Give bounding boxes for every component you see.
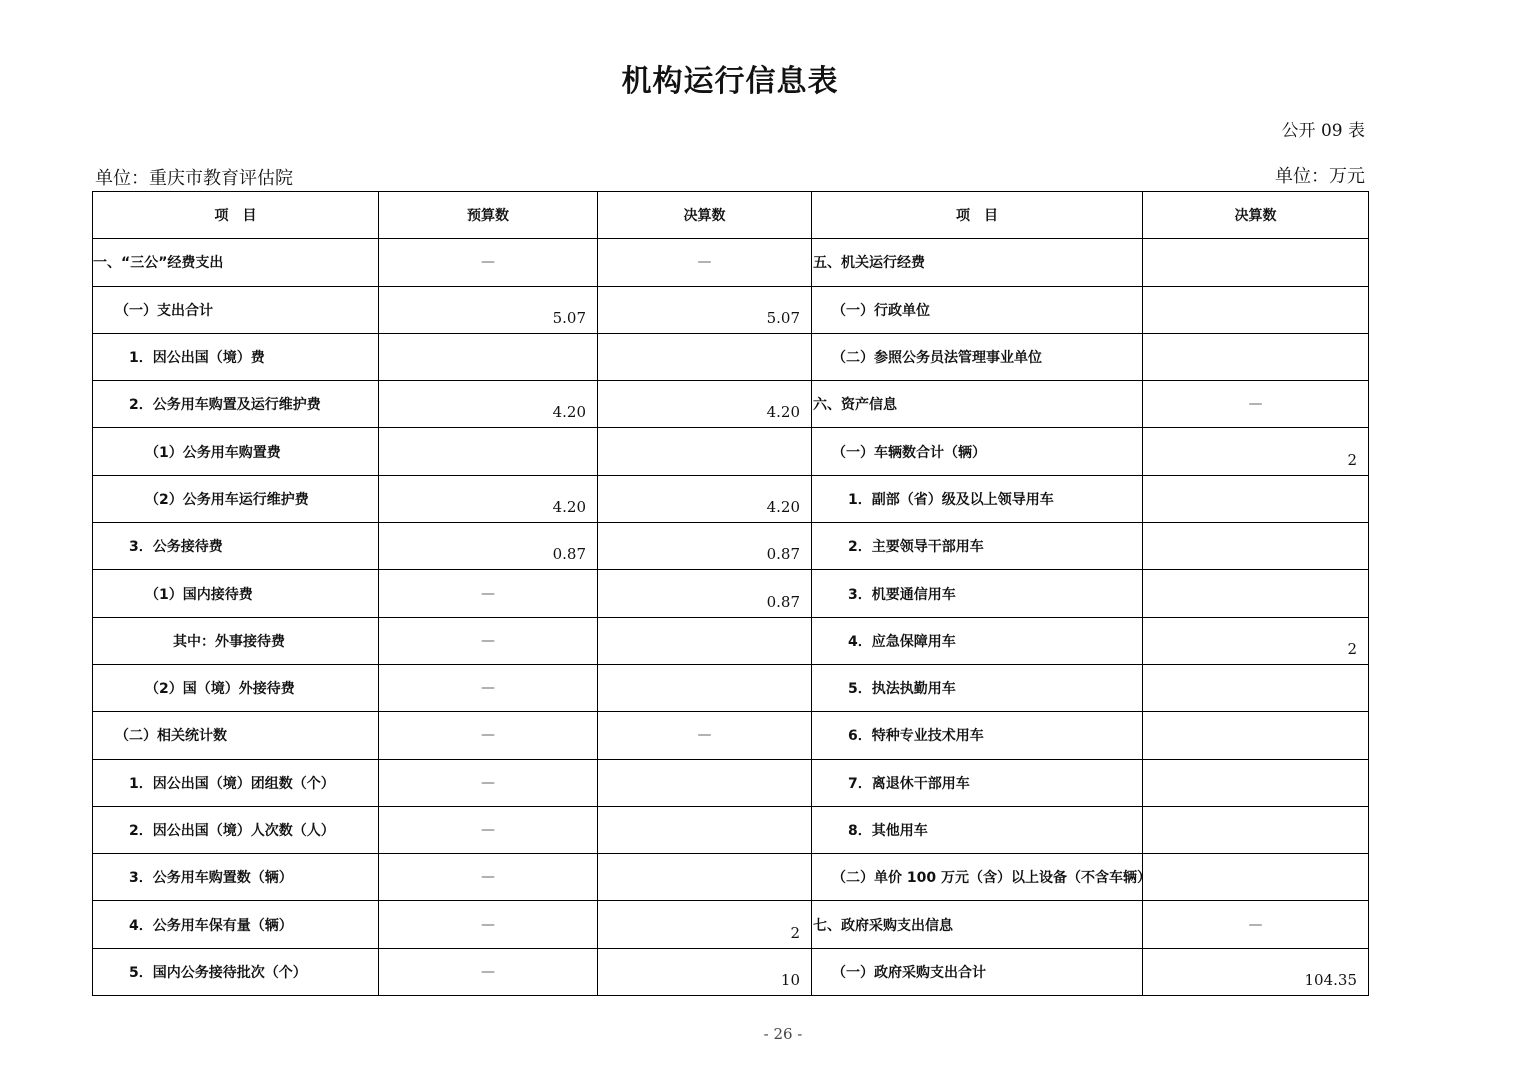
item-label: （一）政府采购支出合计 (832, 964, 986, 981)
item-label: （1）公务用车购置费 (145, 444, 281, 461)
item-label: 3．公务用车购置数（辆） (129, 870, 293, 887)
right-final-cell (1143, 854, 1369, 901)
header-final-left: 决算数 (598, 192, 812, 239)
amount-value: 4.20 (766, 403, 800, 422)
table-row (93, 523, 1369, 570)
budget-cell (379, 475, 598, 522)
operations-info-table (92, 191, 1369, 996)
left-item-cell (93, 428, 379, 475)
item-label: （一）支出合计 (115, 302, 213, 319)
currency-unit: 单位：万元 (1275, 166, 1365, 187)
amount-value: 0.87 (766, 545, 800, 564)
budget-cell (379, 664, 598, 711)
right-item-cell (812, 664, 1143, 711)
item-label: （二）参照公务员法管理事业单位 (832, 350, 1042, 367)
item-label: 五、机关运行经费 (813, 255, 925, 272)
right-item-cell (812, 759, 1143, 806)
page-number: - 26 - (763, 1025, 803, 1043)
final-cell (598, 948, 812, 995)
right-final-cell (1143, 570, 1369, 617)
item-label: （一）行政单位 (832, 302, 930, 319)
table-row (93, 286, 1369, 333)
right-item-cell (812, 901, 1143, 948)
dash-mark: — (481, 727, 495, 744)
right-final-cell (1143, 381, 1369, 428)
item-label: 2．因公出国（境）人次数（人） (129, 823, 335, 839)
budget-cell (379, 286, 598, 333)
final-cell (598, 854, 812, 901)
item-label: 4．应急保障用车 (848, 633, 956, 650)
amount-value: 104.35 (1304, 971, 1357, 990)
budget-cell (379, 523, 598, 570)
item-label: （二）单价 100 万元（含）以上设备（不含车辆） (832, 870, 1151, 887)
final-cell (598, 664, 812, 711)
item-label: 6．特种专业技术用车 (848, 728, 984, 745)
item-label: 1．因公出国（境）团组数（个） (129, 775, 335, 792)
left-item-cell (93, 901, 379, 948)
dash-mark: — (481, 254, 495, 271)
table-row (93, 428, 1369, 475)
left-item-cell (93, 570, 379, 617)
form-number: 公开 09 表 (1281, 121, 1365, 141)
item-label: 5．国内公务接待批次（个） (129, 964, 307, 981)
budget-cell (379, 428, 598, 475)
amount-value: 0.87 (766, 592, 800, 611)
dash-mark: — (481, 916, 495, 933)
final-cell (598, 570, 812, 617)
left-item-cell (93, 381, 379, 428)
final-cell (598, 759, 812, 806)
header-budget: 预算数 (379, 192, 598, 239)
item-label: 七、政府采购支出信息 (813, 917, 953, 934)
amount-value: 4.20 (552, 498, 586, 517)
budget-cell (379, 333, 598, 380)
table-row (93, 854, 1369, 901)
amount-value: 0.87 (552, 545, 586, 564)
right-item-cell (812, 523, 1143, 570)
item-label: 1．副部（省）级及以上领导用车 (848, 491, 1054, 508)
table-row (93, 664, 1369, 711)
amount-value: 2 (790, 923, 800, 942)
left-item-cell (93, 664, 379, 711)
table-row (93, 806, 1369, 853)
right-item-cell (812, 428, 1143, 475)
dash-mark: — (697, 727, 712, 744)
table-row (93, 570, 1369, 617)
item-label: 2．主要领导干部用车 (848, 539, 984, 556)
left-item-cell (93, 759, 379, 806)
right-item-cell (812, 806, 1143, 853)
item-label: 其中：外事接待费 (173, 633, 285, 650)
right-item-cell (812, 381, 1143, 428)
budget-cell (379, 239, 598, 286)
dash-mark: — (481, 680, 495, 697)
item-label: 4．公务用车保有量（辆） (129, 917, 293, 934)
dash-mark: — (481, 963, 495, 980)
dash-mark: — (481, 632, 495, 649)
dash-mark: — (1248, 916, 1263, 933)
final-cell (598, 806, 812, 853)
item-label: 3．机要通信用车 (848, 586, 956, 603)
right-final-cell (1143, 523, 1369, 570)
header-final-right: 决算数 (1143, 192, 1369, 239)
right-final-cell (1143, 333, 1369, 380)
budget-cell (379, 806, 598, 853)
right-final-cell (1143, 239, 1369, 286)
dash-mark: — (481, 822, 495, 838)
left-item-cell (93, 948, 379, 995)
item-label: （2）国（境）外接待费 (145, 681, 295, 698)
item-label: （1）国内接待费 (145, 586, 253, 603)
dash-mark: — (1248, 396, 1263, 413)
table-row (93, 617, 1369, 664)
final-cell (598, 901, 812, 948)
left-item-cell (93, 475, 379, 522)
budget-cell (379, 617, 598, 664)
table-row (93, 948, 1369, 995)
item-label: 7．离退休干部用车 (848, 775, 970, 792)
right-item-cell (812, 333, 1143, 380)
left-item-cell (93, 523, 379, 570)
table-row (93, 712, 1369, 759)
budget-cell (379, 854, 598, 901)
right-item-cell (812, 712, 1143, 759)
amount-value: 5.07 (766, 308, 800, 327)
amount-value: 4.20 (552, 403, 586, 422)
item-label: 六、资产信息 (813, 397, 897, 414)
right-final-cell (1143, 759, 1369, 806)
right-item-cell (812, 854, 1151, 901)
right-final-cell (1143, 428, 1369, 475)
table-row (93, 901, 1369, 948)
item-label: （二）相关统计数 (115, 728, 227, 745)
header-item-left: 项 目 (93, 192, 379, 239)
item-label: 2．公务用车购置及运行维护费 (129, 397, 321, 414)
table-row (93, 475, 1369, 522)
final-cell (598, 381, 812, 428)
right-final-cell (1143, 901, 1369, 948)
budget-cell (379, 712, 598, 759)
left-item-cell (93, 617, 379, 664)
item-label: （一）车辆数合计（辆） (832, 444, 986, 461)
table-row (93, 381, 1369, 428)
right-item-cell (812, 948, 1143, 995)
dash-mark: — (697, 254, 712, 271)
left-item-cell (93, 806, 379, 853)
right-final-cell (1143, 664, 1369, 711)
final-cell (598, 523, 812, 570)
item-label: 3．公务接待费 (129, 539, 223, 556)
final-cell (598, 475, 812, 522)
amount-value: 10 (780, 971, 800, 990)
table-header-row (93, 192, 1369, 239)
right-final-cell (1143, 712, 1369, 759)
item-label: 8．其他用车 (848, 823, 928, 839)
final-cell (598, 286, 812, 333)
right-item-cell (812, 239, 1143, 286)
budget-cell (379, 381, 598, 428)
final-cell (598, 239, 812, 286)
amount-value: 4.20 (766, 498, 800, 517)
dash-mark: — (481, 774, 495, 791)
left-item-cell (93, 239, 379, 286)
final-cell (598, 617, 812, 664)
budget-cell (379, 901, 598, 948)
final-cell (598, 333, 812, 380)
amount-value: 2 (1347, 450, 1357, 469)
page-title: 机构运行信息表 (621, 64, 839, 99)
dash-mark: — (481, 585, 495, 602)
final-cell (598, 428, 812, 475)
left-item-cell (93, 333, 379, 380)
left-item-cell (93, 286, 379, 333)
item-label: （2）公务用车运行维护费 (145, 491, 309, 508)
right-final-cell (1143, 806, 1369, 853)
budget-cell (379, 759, 598, 806)
left-item-cell (93, 854, 379, 901)
final-cell (598, 712, 812, 759)
table-row (93, 759, 1369, 806)
amount-value: 2 (1347, 639, 1357, 658)
amount-value: 5.07 (552, 308, 586, 327)
budget-cell (379, 948, 598, 995)
right-item-cell (812, 570, 1143, 617)
item-label: 一、“三公”经费支出 (93, 255, 224, 272)
left-item-cell (93, 712, 379, 759)
right-final-cell (1143, 475, 1369, 522)
item-label: 5．执法执勤用车 (848, 681, 956, 698)
right-final-cell (1143, 617, 1369, 664)
table-row (93, 333, 1369, 380)
budget-cell (379, 570, 598, 617)
header-item-right: 项 目 (812, 192, 1143, 239)
right-item-cell (812, 475, 1143, 522)
dash-mark: — (481, 869, 495, 886)
item-label: 1．因公出国（境）费 (129, 350, 265, 367)
right-item-cell (812, 286, 1143, 333)
right-item-cell (812, 617, 1143, 664)
right-final-cell (1143, 948, 1369, 995)
right-final-cell (1143, 286, 1369, 333)
table-row (93, 239, 1369, 286)
reporting-unit: 单位：重庆市教育评估院 (95, 168, 293, 189)
